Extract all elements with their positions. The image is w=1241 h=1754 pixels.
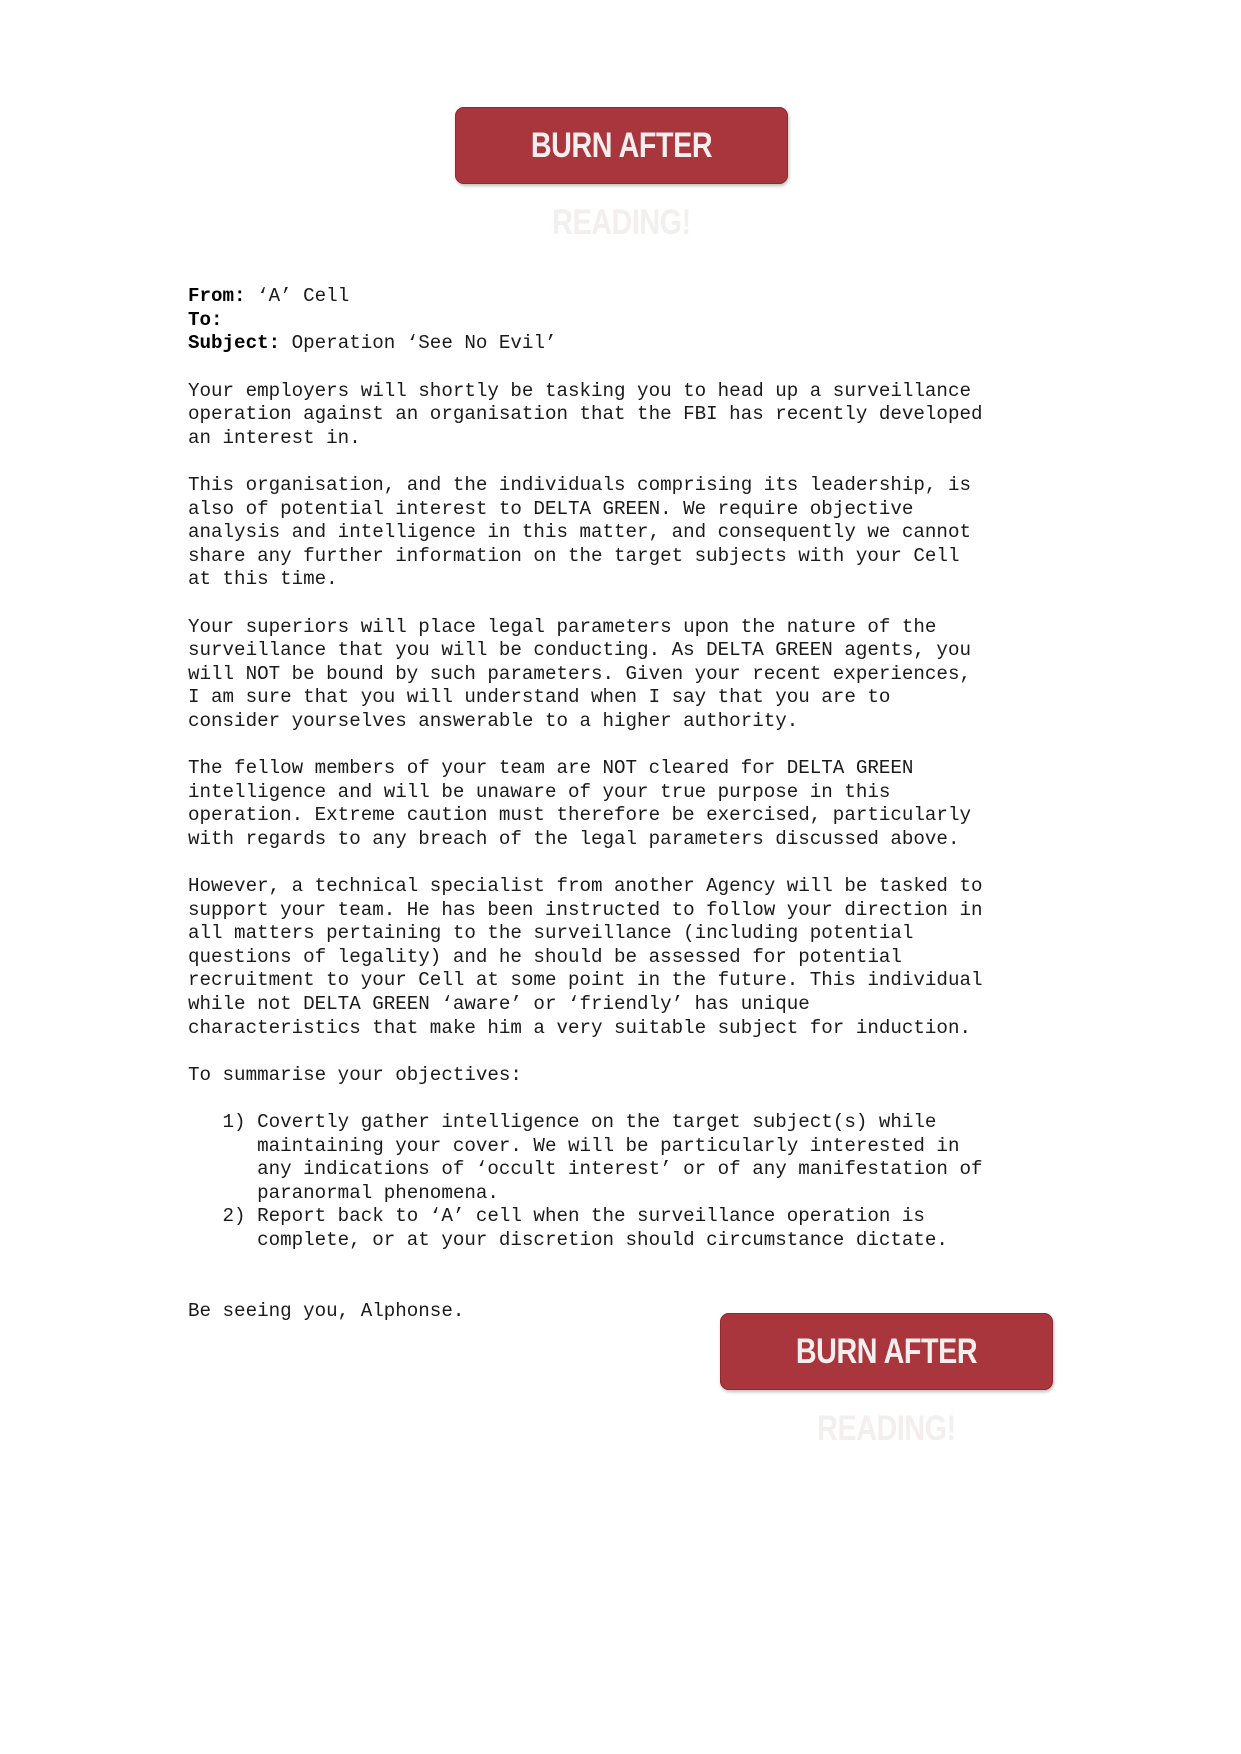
- paragraph-6: To summarise your objectives:: [188, 1063, 522, 1086]
- to-label: To:: [188, 308, 223, 331]
- from-line: [188, 285, 1068, 309]
- objective-item-1: 1) Covertly gather intelligence on the target subject(s) while maintaining your cover. We will be particularly interested in any indications of ‘occult interest’ or of any manifestation of paranormal phenomena.: [222, 1110, 983, 1204]
- subject-line: [188, 332, 1068, 356]
- stamp-text: BURN AFTER READING!: [795, 1332, 978, 1448]
- objective-item-2: 2) Report back to ‘A’ cell when the surveillance operation is complete, or at your discretion should circumstance dictate.: [222, 1205, 948, 1251]
- subject-label: Subject:: [188, 332, 281, 355]
- paragraph-2: This organisation, and the individuals comprising its leadership, is also of potential interest to DELTA GREEN. We require objective analysis and intelligence in this matter, and consequently we cannot share any further information on the target subjects with your Cell at this time.: [188, 473, 971, 591]
- paragraph-5: However, a technical specialist from another Agency will be tasked to support your team. He has been instructed to follow your direction in all matters pertaining to the surveillance (including potential questions of legality) and he should be assessed for potential recruitment to your Cell at some point in the future. This individual while not DELTA GREEN ‘aware’ or ‘friendly’ has unique characteristics that make him a very suitable subject for induction.: [188, 875, 983, 1039]
- subject-value: Operation ‘See No Evil’: [280, 332, 557, 355]
- stamp-text: BURN AFTER READING!: [530, 126, 713, 242]
- burn-after-reading-stamp-top: [455, 107, 788, 242]
- paragraph-3: Your superiors will place legal parameters upon the nature of the surveillance that you will be conducting. As DELTA GREEN agents, you will NOT be bound by such parameters. Given your recent experiences, I am sure that you will understand when I say that you are to consider yourselves answerable to a higher authority.: [188, 615, 971, 732]
- objectives-list: [188, 1111, 1068, 1253]
- from-label: From:: [188, 285, 246, 308]
- from-value: ‘A’ Cell: [245, 285, 350, 308]
- burn-after-reading-stamp-bottom: [720, 1313, 1053, 1448]
- paragraph-4: The fellow members of your team are NOT cleared for DELTA GREEN intelligence and will be unaware of your true purpose in this operation. Extreme caution must therefore be exercised, particularly with regards to any breach of the legal parameters discussed above.: [188, 757, 971, 850]
- to-line: [188, 309, 1068, 333]
- memo-body: [188, 238, 1068, 1347]
- paragraph-1: Your employers will shortly be tasking you to head up a surveillance operation against an organisation that the FBI has recently developed an interest in.: [188, 379, 983, 449]
- closing-signoff: Be seeing you, Alphonse.: [188, 1299, 465, 1322]
